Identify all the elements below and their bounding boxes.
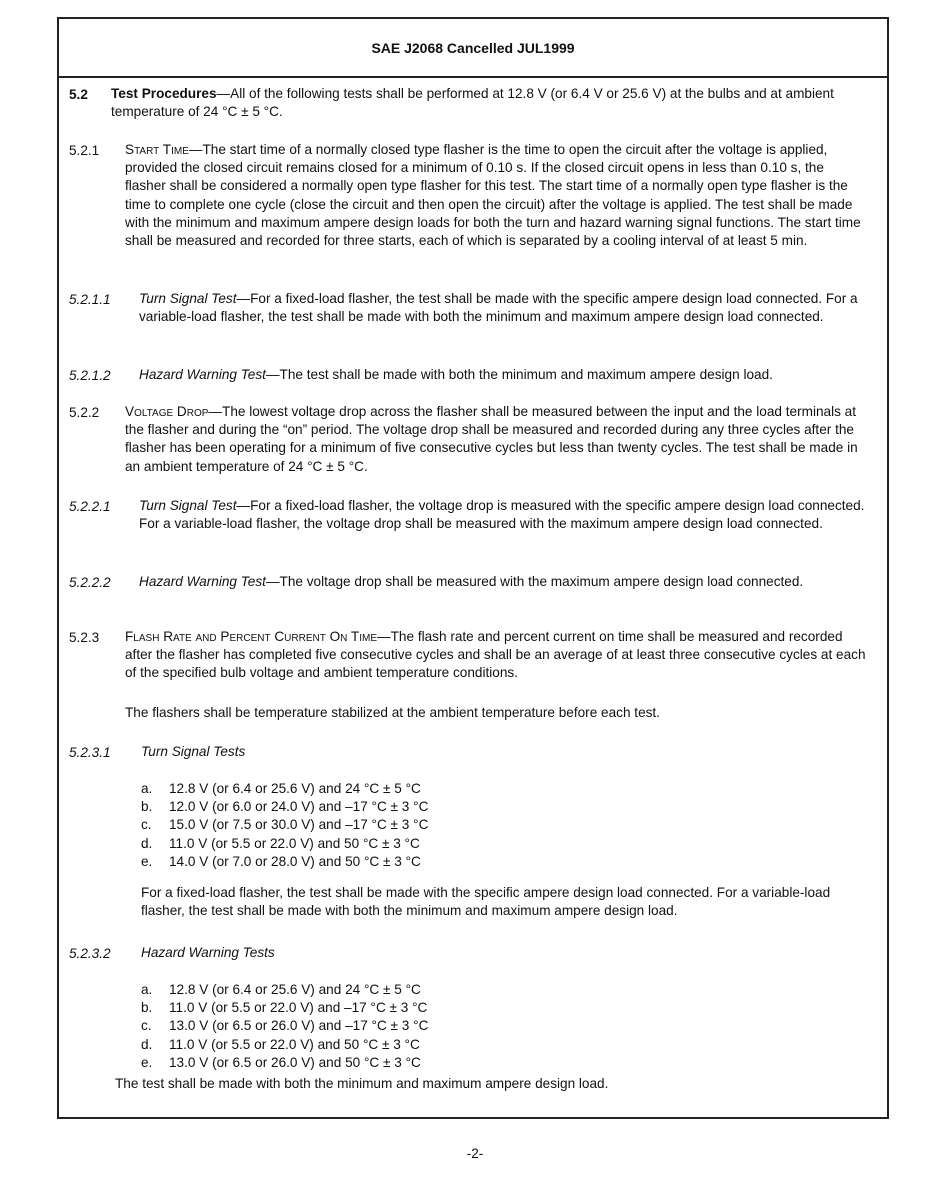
list-item-text: 14.0 V (or 7.0 or 28.0 V) and 50 °C ± 3 °C: [169, 853, 421, 869]
list-item: [141, 780, 741, 798]
list-item-label: b.: [141, 1000, 153, 1016]
list-item: [141, 798, 741, 816]
section-title: Turn Signal Test: [139, 498, 237, 513]
hazard-warning-test-list: [141, 981, 741, 1072]
section-text: —All of the following tests shall be performed at 12.8 V (or 6.4 V or 25.6 V) at the bulbs and at ambient temperature of 24 °C ± 5 °C.: [111, 86, 834, 120]
section-title: Hazard Warning Test: [139, 574, 266, 589]
list-item: [141, 853, 741, 871]
list-item-label: e.: [141, 1054, 153, 1070]
section-title: Start Time: [125, 142, 189, 157]
section-number: 5.2.3.1: [69, 745, 111, 760]
turn-signal-test-list: [141, 780, 741, 871]
section-title: Hazard Warning Tests: [141, 945, 275, 960]
section-text: —For a fixed-load flasher, the test shall be made with the specific ampere design load connected. For a variable-load flasher, the test shall be made with both the minimum and maximum ampere design load connected.: [139, 291, 858, 325]
list-item: [141, 1017, 741, 1035]
section-title: Test Procedures: [111, 86, 217, 101]
section-text: —The test shall be made with both the minimum and maximum ampere design load.: [265, 367, 773, 382]
section-title: Voltage Drop: [125, 404, 209, 419]
list-item-label: e.: [141, 853, 153, 869]
section-5-2: [111, 85, 866, 121]
section-note: The flashers shall be temperature stabilized at the ambient temperature before each test.: [125, 705, 660, 720]
list-item-label: b.: [141, 799, 153, 815]
section-5-2-3: [125, 628, 866, 683]
list-item-text: 13.0 V (or 6.5 or 26.0 V) and –17 °C ± 3 °C: [169, 1018, 429, 1034]
list-item: [141, 1036, 741, 1054]
list-item-label: a.: [141, 781, 153, 796]
list-item: [141, 835, 741, 853]
list-item: [141, 1054, 741, 1072]
section-text: —The flash rate and percent current on time shall be measured and recorded after the flasher has completed five consecutive cycles and shall be an average of at least three consecutive cycles at each of the specified bulb voltage and ambient temperature conditions.: [125, 629, 866, 681]
section-5-2-2-2: [139, 573, 866, 591]
list-item-label: a.: [141, 982, 153, 997]
section-number: 5.2.3.2: [69, 946, 111, 961]
list-item-label: d.: [141, 835, 153, 851]
section-number: 5.2.3: [69, 630, 100, 645]
section-5-2-2: [125, 403, 866, 476]
section-5-2-1: [125, 141, 866, 250]
list-item-text: 11.0 V (or 5.5 or 22.0 V) and 50 °C ± 3 °C: [169, 1036, 420, 1052]
section-number: 5.2: [69, 87, 88, 102]
section-number: 5.2.2.2: [69, 575, 111, 590]
list-item-text: 12.8 V (or 6.4 or 25.6 V) and 24 °C ± 5 °C: [169, 781, 421, 796]
section-number: 5.2.2: [69, 405, 100, 420]
section-note: The test shall be made with both the minimum and maximum ampere design load.: [115, 1076, 609, 1091]
list-item: [141, 981, 741, 999]
list-item-text: 11.0 V (or 5.5 or 22.0 V) and –17 °C ± 3 °C: [169, 1000, 428, 1016]
list-item: [141, 816, 741, 834]
list-item: [141, 999, 741, 1017]
section-number: 5.2.1: [69, 143, 100, 158]
list-item-text: 15.0 V (or 7.5 or 30.0 V) and –17 °C ± 3 °C: [169, 817, 429, 833]
section-text: —The start time of a normally closed type flasher is the time to open the circuit after the voltage is applied, provided the closed circuit remains closed for a minimum of 0.10 s. If the closed circuit opens in less than 0.10 s, the flasher shall be considered a normally open type flasher for this test. The start time of a normally open type flasher is the time to complete one cycle (close the circuit and then open the circuit) after the voltage is applied. The test shall be made with the minimum and maximum ampere design loads for both the turn and hazard warning signal functions. The start time shall be measured and recorded for three starts, each of which is separated by a cooling interval of at least 5 min.: [125, 142, 861, 249]
list-item-label: d.: [141, 1036, 153, 1052]
section-5-2-2-1: [139, 497, 866, 533]
list-item-text: 11.0 V (or 5.5 or 22.0 V) and 50 °C ± 3 °C: [169, 835, 420, 851]
list-item-text: 13.0 V (or 6.5 or 26.0 V) and 50 °C ± 3 °C: [169, 1054, 421, 1070]
list-item-text: 12.8 V (or 6.4 or 25.6 V) and 24 °C ± 5 °C: [169, 982, 421, 997]
page-number: -2-: [466, 1146, 484, 1161]
section-5-2-1-2: [139, 366, 866, 384]
section-title: Turn Signal Test: [139, 291, 237, 306]
section-title: Hazard Warning Test: [139, 367, 266, 382]
list-item-text: 12.0 V (or 6.0 or 24.0 V) and –17 °C ± 3 °C: [169, 799, 429, 815]
section-title: Turn Signal Tests: [141, 744, 246, 759]
list-item-label: c.: [141, 817, 152, 833]
list-item-label: c.: [141, 1018, 152, 1034]
section-number: 5.2.2.1: [69, 499, 111, 514]
document-header: SAE J2068 Cancelled JUL1999: [371, 40, 575, 56]
section-number: 5.2.1.1: [69, 292, 111, 307]
section-note: For a fixed-load flasher, the test shall be made with the specific ampere design load connected. For a variable-load flasher, the test shall be made with both the minimum and maximum ampere design load.: [141, 885, 831, 919]
section-text: —The voltage drop shall be measured with the maximum ampere design load connected.: [265, 574, 804, 589]
section-text: —The lowest voltage drop across the flasher shall be measured between the input and the load terminals at the flasher and during the “on” period. The voltage drop shall be measured and recorded during any three cycles after the flasher has been operating for a minimum of five consecutive cycles but less than twenty cycles. The test shall be made in an ambient temperature of 24 °C ± 5 °C.: [125, 404, 858, 474]
section-5-2-1-1: [139, 290, 866, 326]
section-text: —For a fixed-load flasher, the voltage drop is measured with the specific ampere design load connected. For a variable-load flasher, the voltage drop shall be measured with the maximum ampere design load connected.: [139, 498, 865, 532]
section-number: 5.2.1.2: [69, 368, 111, 383]
section-title: Flash Rate and Percent Current On Time: [125, 629, 378, 644]
